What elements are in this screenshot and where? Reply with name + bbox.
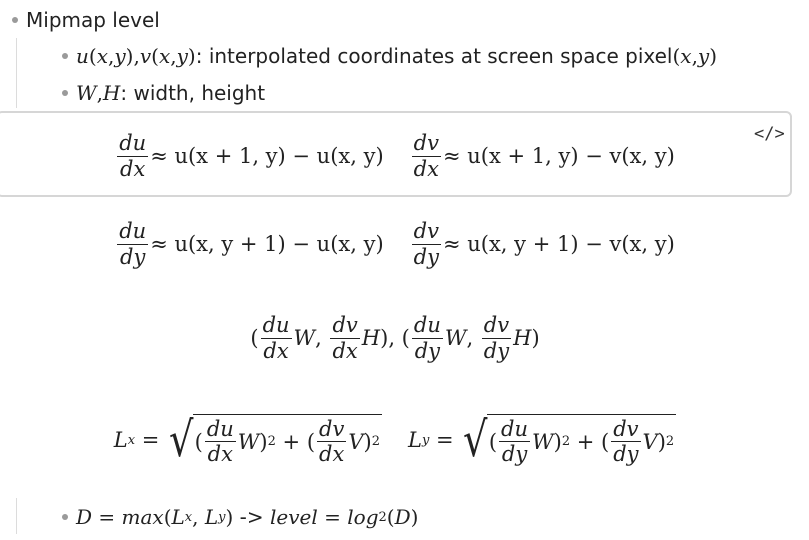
math-uv: u bbox=[76, 44, 89, 68]
equation-lx-ly: L x = √ ( $\frac{du}{dx}$ W ) 2 + ( $\frac{dv}{dx}$ V ) 2 L y = √ ( $\frac{du}{dy}$ W ) 2 + ( $\frac{dv}{dy}$ V ) 2 bbox=[113, 412, 675, 468]
fraction-dv-dy: $\frac{dv}{dy}$ bbox=[413, 219, 439, 269]
bullet-icon bbox=[62, 90, 68, 96]
list-item-dimensions: W , H : width, height bbox=[62, 81, 265, 105]
equation-du-dy bbox=[0, 214, 790, 274]
list-item-label: Mipmap level bbox=[26, 8, 160, 32]
bullet-icon bbox=[62, 53, 68, 59]
list-item-coordinates: u ( x , y ), v ( x , y ) : interpolated coordinates at screen space pixel ( x , y ) bbox=[62, 44, 717, 68]
indent-guide-2 bbox=[16, 498, 17, 534]
math-wh: W bbox=[76, 81, 97, 105]
sqrt-lx: √ ( $\frac{du}{dx}$ W ) 2 + ( $\frac{dv}{dx}$ V ) 2 bbox=[169, 412, 380, 468]
equation-text: ≈ u(x, y + 1) − v(x, y) bbox=[442, 232, 675, 256]
fraction-du-dy: $\frac{du}{dy}$ bbox=[119, 219, 147, 269]
bullet-icon bbox=[62, 514, 68, 520]
list-item-label: : interpolated coordinates at screen space pixel bbox=[195, 44, 673, 68]
list-item-level: D = max ( L x , L y ) -> level = log 2 ( D ) bbox=[62, 505, 418, 529]
sqrt-ly: √ ( $\frac{du}{dy}$ W ) 2 + ( $\frac{dv}{dy}$ V ) 2 bbox=[463, 412, 675, 468]
equation-text: ≈ u(x + 1, y) − v(x, y) bbox=[442, 144, 675, 168]
fraction-du-dx: $\frac{du}{dx}$ bbox=[119, 131, 147, 181]
arrow-text: -> bbox=[233, 505, 271, 529]
equation-du-dx bbox=[0, 126, 790, 186]
fraction-dv-dx: $\frac{dv}{dx}$ bbox=[413, 131, 439, 181]
list-item-label: : width, height bbox=[120, 81, 266, 105]
bullet-icon bbox=[12, 17, 18, 23]
list-item-mipmap bbox=[12, 8, 160, 32]
equation-text: ≈ u(x + 1, y) − u(x, y) bbox=[150, 144, 384, 168]
equation-scaled-derivatives: ( $\frac{du}{dx}$ W , $\frac{dv}{dx}$ H ), ( $\frac{du}{dy}$ W , $\frac{dv}{dy}$ H ) bbox=[250, 313, 540, 363]
indent-guide-1 bbox=[16, 38, 17, 108]
equation-text: ≈ u(x, y + 1) − u(x, y) bbox=[150, 232, 384, 256]
code-icon[interactable]: </> bbox=[754, 124, 785, 144]
